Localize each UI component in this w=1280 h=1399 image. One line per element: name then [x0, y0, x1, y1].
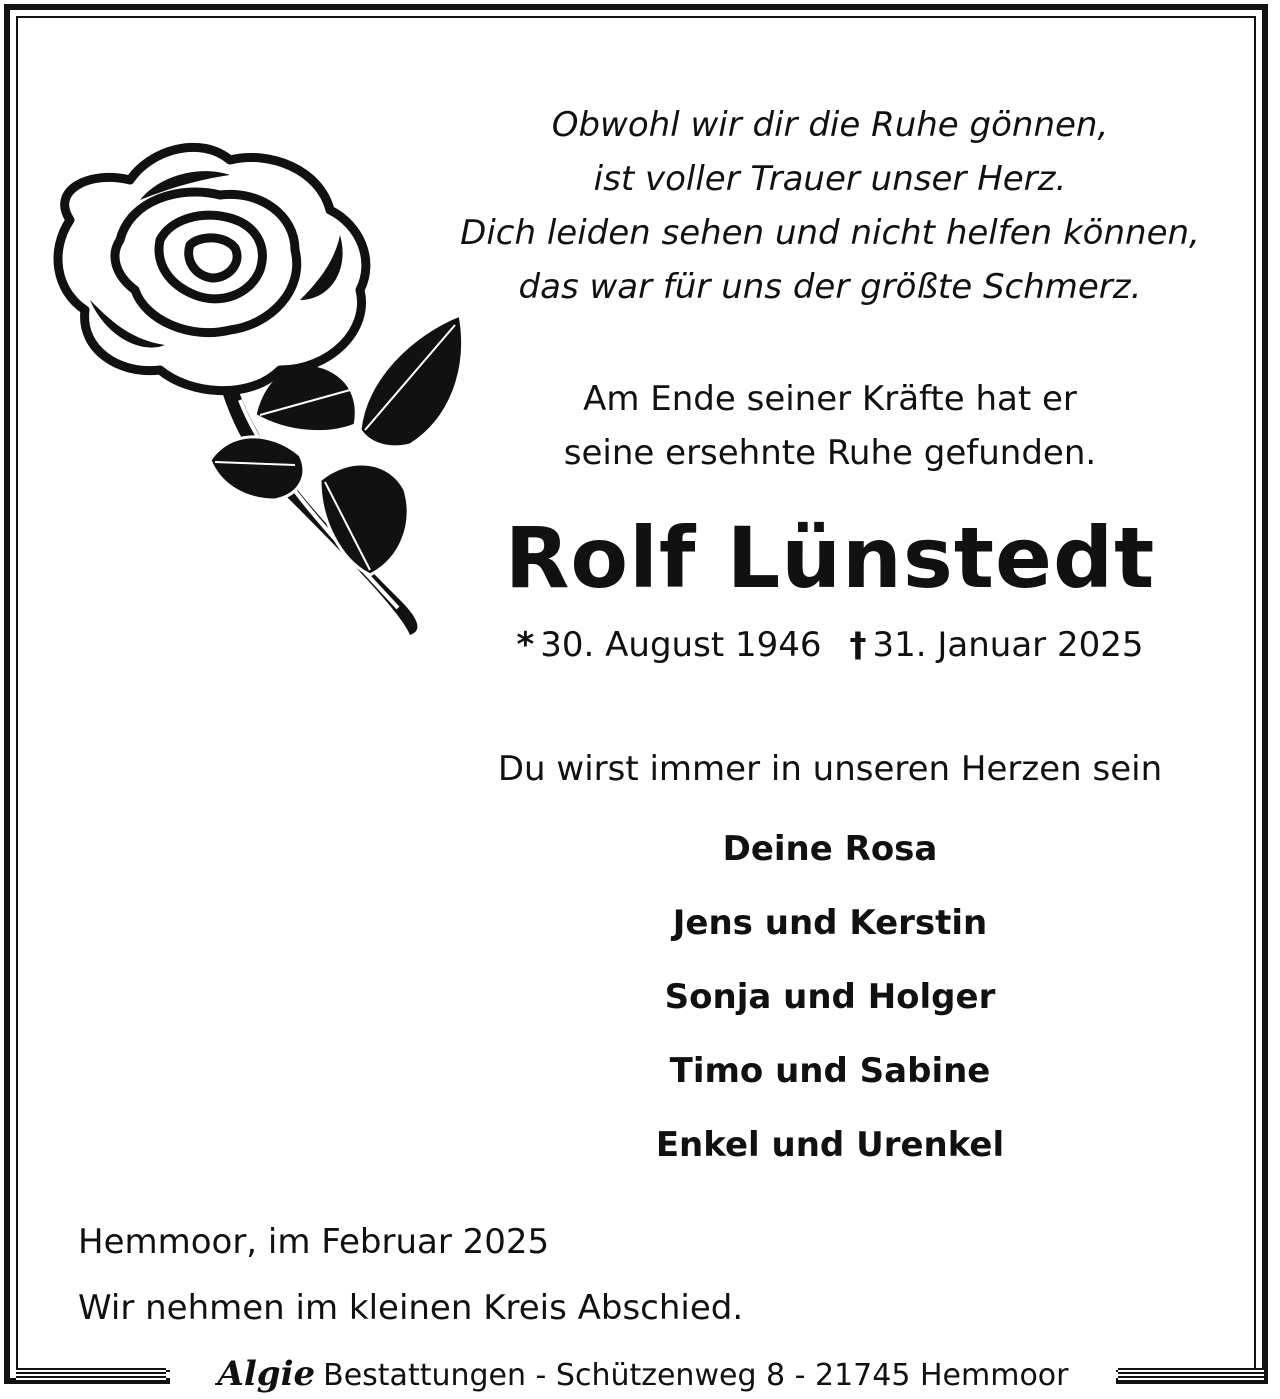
footer-rule-left — [16, 1368, 166, 1380]
mourners-list — [430, 812, 1230, 1182]
intro-text — [430, 372, 1230, 480]
intro-line: seine ersehnte Ruhe gefunden. — [563, 433, 1097, 473]
poem-line: das war für uns der größte Schmerz. — [518, 267, 1142, 307]
birth-star-icon: * — [516, 625, 535, 665]
farewell-note: Wir nehmen im kleinen Kreis Abschied. — [78, 1288, 744, 1328]
mourner: Deine Rosa — [722, 829, 938, 869]
death-date: 31. Januar 2025 — [872, 625, 1144, 665]
poem-line: Obwohl wir dir die Ruhe gönnen, — [551, 105, 1109, 145]
death-cross-icon: † — [849, 625, 867, 665]
mourner: Jens und Kerstin — [672, 903, 988, 943]
birth-date: 30. August 1946 — [540, 625, 822, 665]
funeral-home-logo: Algie — [217, 1354, 316, 1394]
intro-line: Am Ende seiner Kräfte hat er — [583, 379, 1077, 419]
rose-icon — [30, 130, 480, 650]
mourner: Sonja und Holger — [664, 977, 996, 1017]
closing-line: Du wirst immer in unseren Herzen sein — [497, 749, 1163, 789]
poem-line: Dich leiden sehen und nicht helfen können, — [460, 213, 1200, 253]
deceased-name: Rolf Lünstedt — [504, 509, 1156, 607]
place-date: Hemmoor, im Februar 2025 — [78, 1222, 550, 1262]
footer — [0, 1352, 1280, 1396]
mourner: Timo und Sabine — [669, 1051, 991, 1091]
funeral-home-info — [170, 1354, 1116, 1396]
life-dates — [430, 618, 1230, 672]
footer-rule-right — [1118, 1368, 1264, 1380]
poem — [430, 98, 1230, 314]
poem-line: ist voller Trauer unser Herz. — [593, 159, 1067, 199]
mourner: Enkel und Urenkel — [655, 1125, 1005, 1165]
funeral-home-address: Bestattungen - Schützenweg 8 - 21745 Hemmoor — [323, 1358, 1069, 1393]
